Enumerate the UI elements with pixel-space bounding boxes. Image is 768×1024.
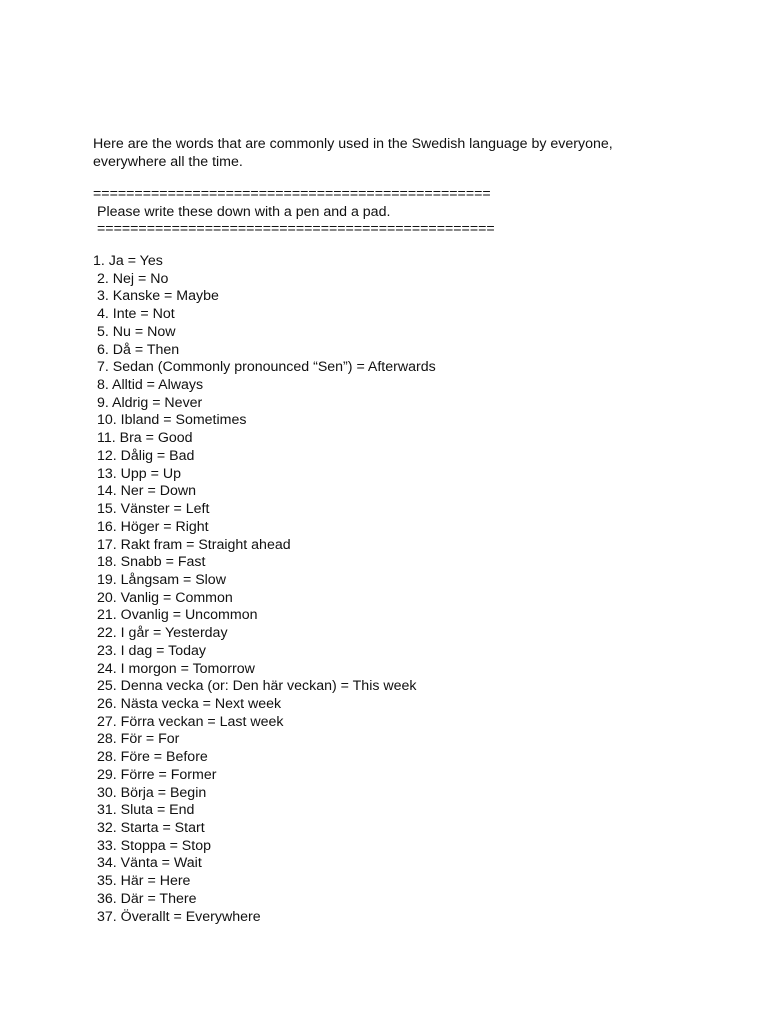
word-list-item: 22. I går = Yesterday <box>97 625 228 642</box>
word-list-item: 20. Vanlig = Common <box>97 589 233 606</box>
word-list-item: 10. Ibland = Sometimes <box>97 412 247 429</box>
word-list-item: 23. I dag = Today <box>97 642 206 659</box>
word-list-item: 18. Snabb = Fast <box>97 554 206 571</box>
word-list-item: 36. Där = There <box>97 890 197 907</box>
word-list-item: 2. Nej = No <box>97 270 169 287</box>
word-list-item: 24. I morgon = Tomorrow <box>97 660 255 677</box>
word-list-item: 27. Förra veckan = Last week <box>97 713 284 730</box>
word-list-item: 25. Denna vecka (or: Den här veckan) = This week <box>97 678 417 695</box>
word-list-item: 12. Dålig = Bad <box>97 447 195 464</box>
word-list-item: 28. Före = Before <box>97 749 208 766</box>
word-list <box>93 253 436 926</box>
word-list-item: 35. Här = Here <box>97 873 191 890</box>
word-list-item: 31. Sluta = End <box>97 802 195 819</box>
word-list-item: 3. Kanske = Maybe <box>97 288 219 305</box>
word-list-item: 6. Då = Then <box>97 341 180 358</box>
word-list-item: 8. Alltid = Always <box>97 377 204 394</box>
word-list-item: 33. Stoppa = Stop <box>97 837 211 854</box>
word-list-item: 29. Förre = Former <box>97 766 217 783</box>
word-list-item: 15. Vänster = Left <box>97 501 210 518</box>
word-list-item: 11. Bra = Good <box>97 430 193 447</box>
instruction-text: Please write these down with a pen and a pad. <box>97 204 391 220</box>
word-list-item: 1. Ja = Yes <box>93 253 163 269</box>
word-list-item: 32. Starta = Start <box>97 820 205 836</box>
word-list-item: 5. Nu = Now <box>97 323 176 340</box>
word-list-item: 37. Överallt = Everywhere <box>97 908 261 925</box>
word-list-item: 16. Höger = Right <box>97 518 209 535</box>
separator-line: ================================================ <box>93 186 491 202</box>
word-list-item: 4. Inte = Not <box>97 306 175 323</box>
word-list-item: 26. Nästa vecka = Next week <box>97 695 282 712</box>
word-list-item: 34. Vänta = Wait <box>97 855 202 872</box>
word-list-item: 17. Rakt fram = Straight ahead <box>97 536 291 553</box>
word-list-item: 13. Upp = Up <box>97 465 181 482</box>
separator-line: ================================================ <box>97 221 495 237</box>
word-list-item: 28. För = For <box>97 731 180 748</box>
word-list-item: 14. Ner = Down <box>97 483 196 500</box>
word-list-item: 30. Börja = Begin <box>97 784 207 801</box>
word-list-item: 21. Ovanlig = Uncommon <box>97 607 258 624</box>
word-list-item: 9. Aldrig = Never <box>97 394 203 411</box>
word-list-item: 7. Sedan (Commonly pronounced “Sen”) = Afterwards <box>97 359 436 376</box>
intro-paragraph: Here are the words that are commonly used in the Swedish language by everyone, everywhere all the time. <box>93 136 613 170</box>
word-list-item: 19. Långsam = Slow <box>97 571 226 588</box>
